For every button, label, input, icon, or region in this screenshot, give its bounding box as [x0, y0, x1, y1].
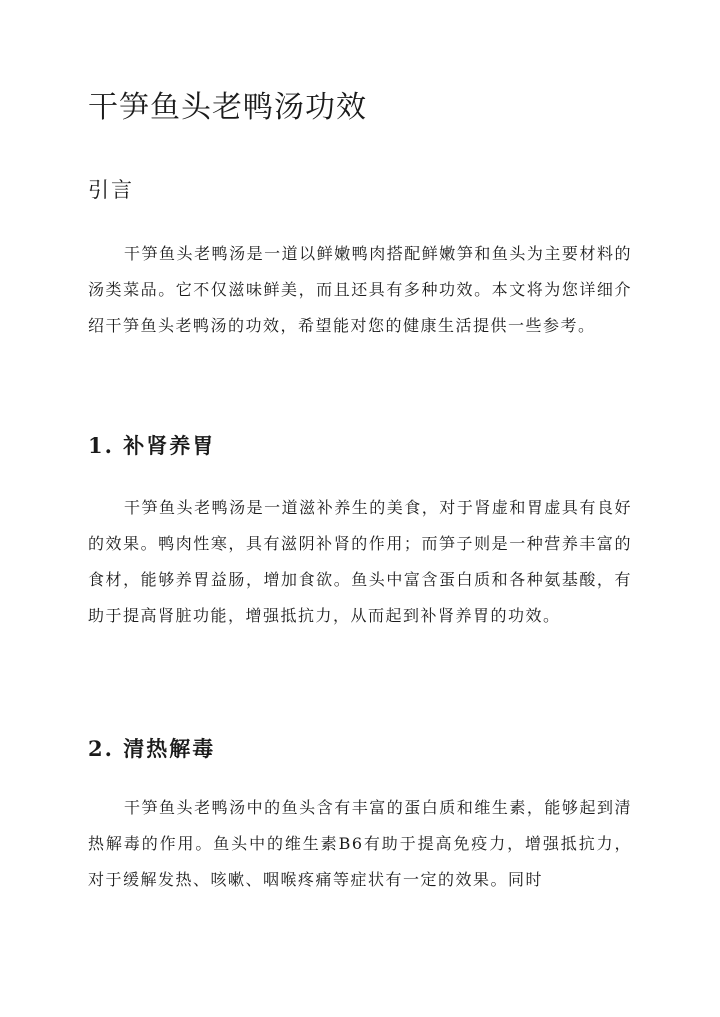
section-paragraph-intro: 干笋鱼头老鸭汤是一道以鲜嫩鸭肉搭配鲜嫩笋和鱼头为主要材料的汤类菜品。它不仅滋味鲜美，而且还具有多种功效。本文将为您详细介绍干笋鱼头老鸭汤的功效，希望能对您的健康生活提供一些参考。	[88, 244, 632, 335]
section-paragraph-heat-detox: 干笋鱼头老鸭汤中的鱼头含有丰富的蛋白质和维生素，能够起到清热解毒的作用。鱼头中的维生素B6有助于提高免疫力，增强抵抗力，对于缓解发热、咳嗽、咽喉疼痛等症状有一定的效果。同时	[88, 798, 632, 889]
document-title: 干笋鱼头老鸭汤功效	[88, 90, 367, 125]
section-heading-intro: 引言	[88, 178, 134, 202]
section-heading-heat-detox: 2. 清热解毒	[88, 736, 216, 761]
section-paragraph-kidney-stomach: 干笋鱼头老鸭汤是一道滋补养生的美食，对于肾虚和胃虚具有良好的效果。鸭肉性寒，具有滋阴补肾的作用；而笋子则是一种营养丰富的食材，能够养胃益肠，增加食欲。鱼头中富含蛋白质和各种氨基酸，有助于提高肾脏功能，增强抵抗力，从而起到补肾养胃的功效。	[88, 498, 632, 625]
section-heading-kidney-stomach: 1. 补肾养胃	[88, 433, 216, 458]
